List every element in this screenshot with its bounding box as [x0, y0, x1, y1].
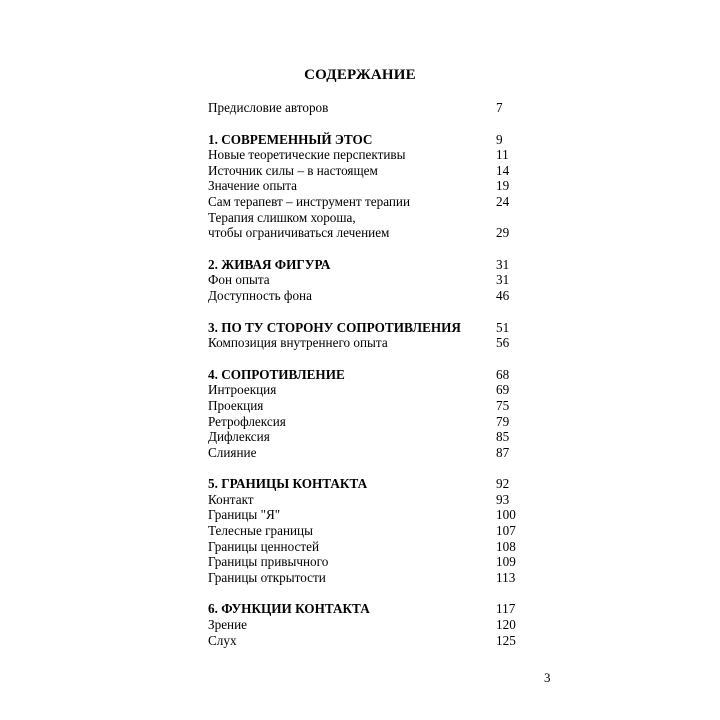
- toc-entry-page: 51: [496, 319, 510, 335]
- page-title: СОДЕРЖАНИЕ: [304, 67, 416, 83]
- section-gap: [208, 585, 528, 601]
- toc-entry-title: 3. ПО ТУ СТОРОНУ СОПРОТИВЛЕНИЯ: [208, 319, 461, 335]
- toc-entry-page: 75: [496, 397, 510, 413]
- toc-entry-title: Интроекция: [208, 382, 277, 398]
- toc-entry-title: Фон опыта: [208, 272, 270, 288]
- toc-entry-title: Слияние: [208, 444, 257, 460]
- toc-chapter-heading: [208, 320, 528, 336]
- toc-entry: [208, 288, 528, 304]
- toc-chapter-heading: [208, 601, 528, 617]
- page-number: 3: [544, 670, 551, 685]
- toc-entry-title: Ретрофлексия: [208, 413, 286, 429]
- toc-entry-page: 85: [496, 429, 510, 445]
- toc-entry-page: 69: [496, 382, 510, 398]
- toc-entry-title: Границы "Я": [208, 507, 281, 523]
- toc-entry: [208, 492, 528, 508]
- toc-entry-title: Проекция: [208, 397, 264, 413]
- toc-entry-page: 107: [496, 523, 516, 539]
- toc-entry-page: 14: [496, 162, 510, 178]
- section-gap: [208, 241, 528, 257]
- toc-entry-page: 100: [496, 507, 516, 523]
- toc-entry-title: Зрение: [208, 617, 248, 633]
- toc-entry: [208, 429, 528, 445]
- toc-entry-page: 93: [496, 491, 510, 507]
- toc-entry: [208, 507, 528, 523]
- toc-entry: [208, 445, 528, 461]
- toc-chapter-heading: [208, 367, 528, 383]
- toc-entry-page: 117: [496, 601, 516, 617]
- toc-chapter-heading: [208, 257, 528, 273]
- toc-chapter-heading: [208, 476, 528, 492]
- table-of-contents: [208, 100, 528, 648]
- toc-entry: [208, 570, 528, 586]
- toc-entry-title: Источник силы – в настоящем: [208, 162, 378, 178]
- toc-entry-page: 46: [496, 287, 510, 303]
- toc-entry-title: Сам терапевт – инструмент терапии: [208, 193, 411, 209]
- toc-entry: [208, 539, 528, 555]
- toc-entry: [208, 163, 528, 179]
- toc-entry-title: 1. СОВРЕМЕННЫЙ ЭТОС: [208, 131, 373, 147]
- toc-entry: [208, 633, 528, 649]
- toc-entry-page: 7: [496, 100, 503, 115]
- toc-entry-title: чтобы ограничиваться лечением: [208, 225, 390, 241]
- toc-entry-title: Дифлексия: [208, 429, 270, 445]
- section-gap: [208, 351, 528, 367]
- toc-entry-page: 120: [496, 617, 516, 633]
- section-gap: [208, 116, 528, 132]
- toc-entry: [208, 617, 528, 633]
- toc-entry-page: 92: [496, 476, 510, 492]
- toc-entry-title: 2. ЖИВАЯ ФИГУРА: [208, 256, 331, 272]
- toc-entry-page: 31: [496, 272, 510, 288]
- toc-entry-title: Терапия слишком хороша,: [208, 209, 356, 225]
- toc-entry-page: 29: [496, 225, 510, 241]
- toc-entry-page: 19: [496, 178, 510, 194]
- toc-entry-page: 108: [496, 538, 516, 554]
- toc-entry-title: 6. ФУНКЦИИ КОНТАКТА: [208, 601, 370, 617]
- toc-entry-title: Слух: [208, 632, 237, 648]
- toc-entry-page: 79: [496, 413, 510, 429]
- toc-entry-title: Телесные границы: [208, 523, 313, 539]
- toc-entry-page: 9: [496, 131, 503, 147]
- toc-entry: [208, 210, 528, 226]
- toc-entry-title: Границы привычного: [208, 554, 329, 570]
- toc-entry-page: 87: [496, 444, 510, 460]
- toc-entry: [208, 147, 528, 163]
- toc-entry: [208, 398, 528, 414]
- toc-entry: [208, 335, 528, 351]
- toc-entry-title: Контакт: [208, 491, 254, 507]
- toc-entry-title: Значение опыта: [208, 178, 298, 194]
- toc-entry-title: 5. ГРАНИЦЫ КОНТАКТА: [208, 476, 368, 492]
- toc-entry-page: 125: [496, 632, 516, 648]
- toc-entry-page: 68: [496, 366, 510, 382]
- toc-entry: [208, 382, 528, 398]
- toc-entry: [208, 178, 528, 194]
- toc-entry: [208, 194, 528, 210]
- toc-entry: [208, 414, 528, 430]
- toc-entry-title: Новые теоретические перспективы: [208, 147, 406, 163]
- toc-entry-page: 31: [496, 256, 510, 272]
- toc-entry-title: Границы открытости: [208, 569, 326, 585]
- toc-entry: [208, 100, 528, 116]
- toc-entry: [208, 225, 528, 241]
- toc-entry-page: 113: [496, 569, 516, 585]
- toc-entry: [208, 272, 528, 288]
- toc-chapter-heading: [208, 132, 528, 148]
- toc-entry: [208, 554, 528, 570]
- toc-entry-page: 56: [496, 335, 510, 351]
- toc-entry: [208, 523, 528, 539]
- toc-entry-page: 109: [496, 554, 516, 570]
- toc-entry-title: Границы ценностей: [208, 538, 320, 554]
- toc-entry-title: Предисловие авторов: [208, 100, 329, 115]
- section-gap: [208, 460, 528, 476]
- section-gap: [208, 304, 528, 320]
- toc-entry-title: Доступность фона: [208, 287, 312, 303]
- toc-entry-page: 11: [496, 147, 509, 163]
- toc-entry-title: Композиция внутреннего опыта: [208, 335, 388, 351]
- toc-entry-page: 24: [496, 193, 510, 209]
- toc-entry-title: 4. СОПРОТИВЛЕНИЕ: [208, 366, 345, 382]
